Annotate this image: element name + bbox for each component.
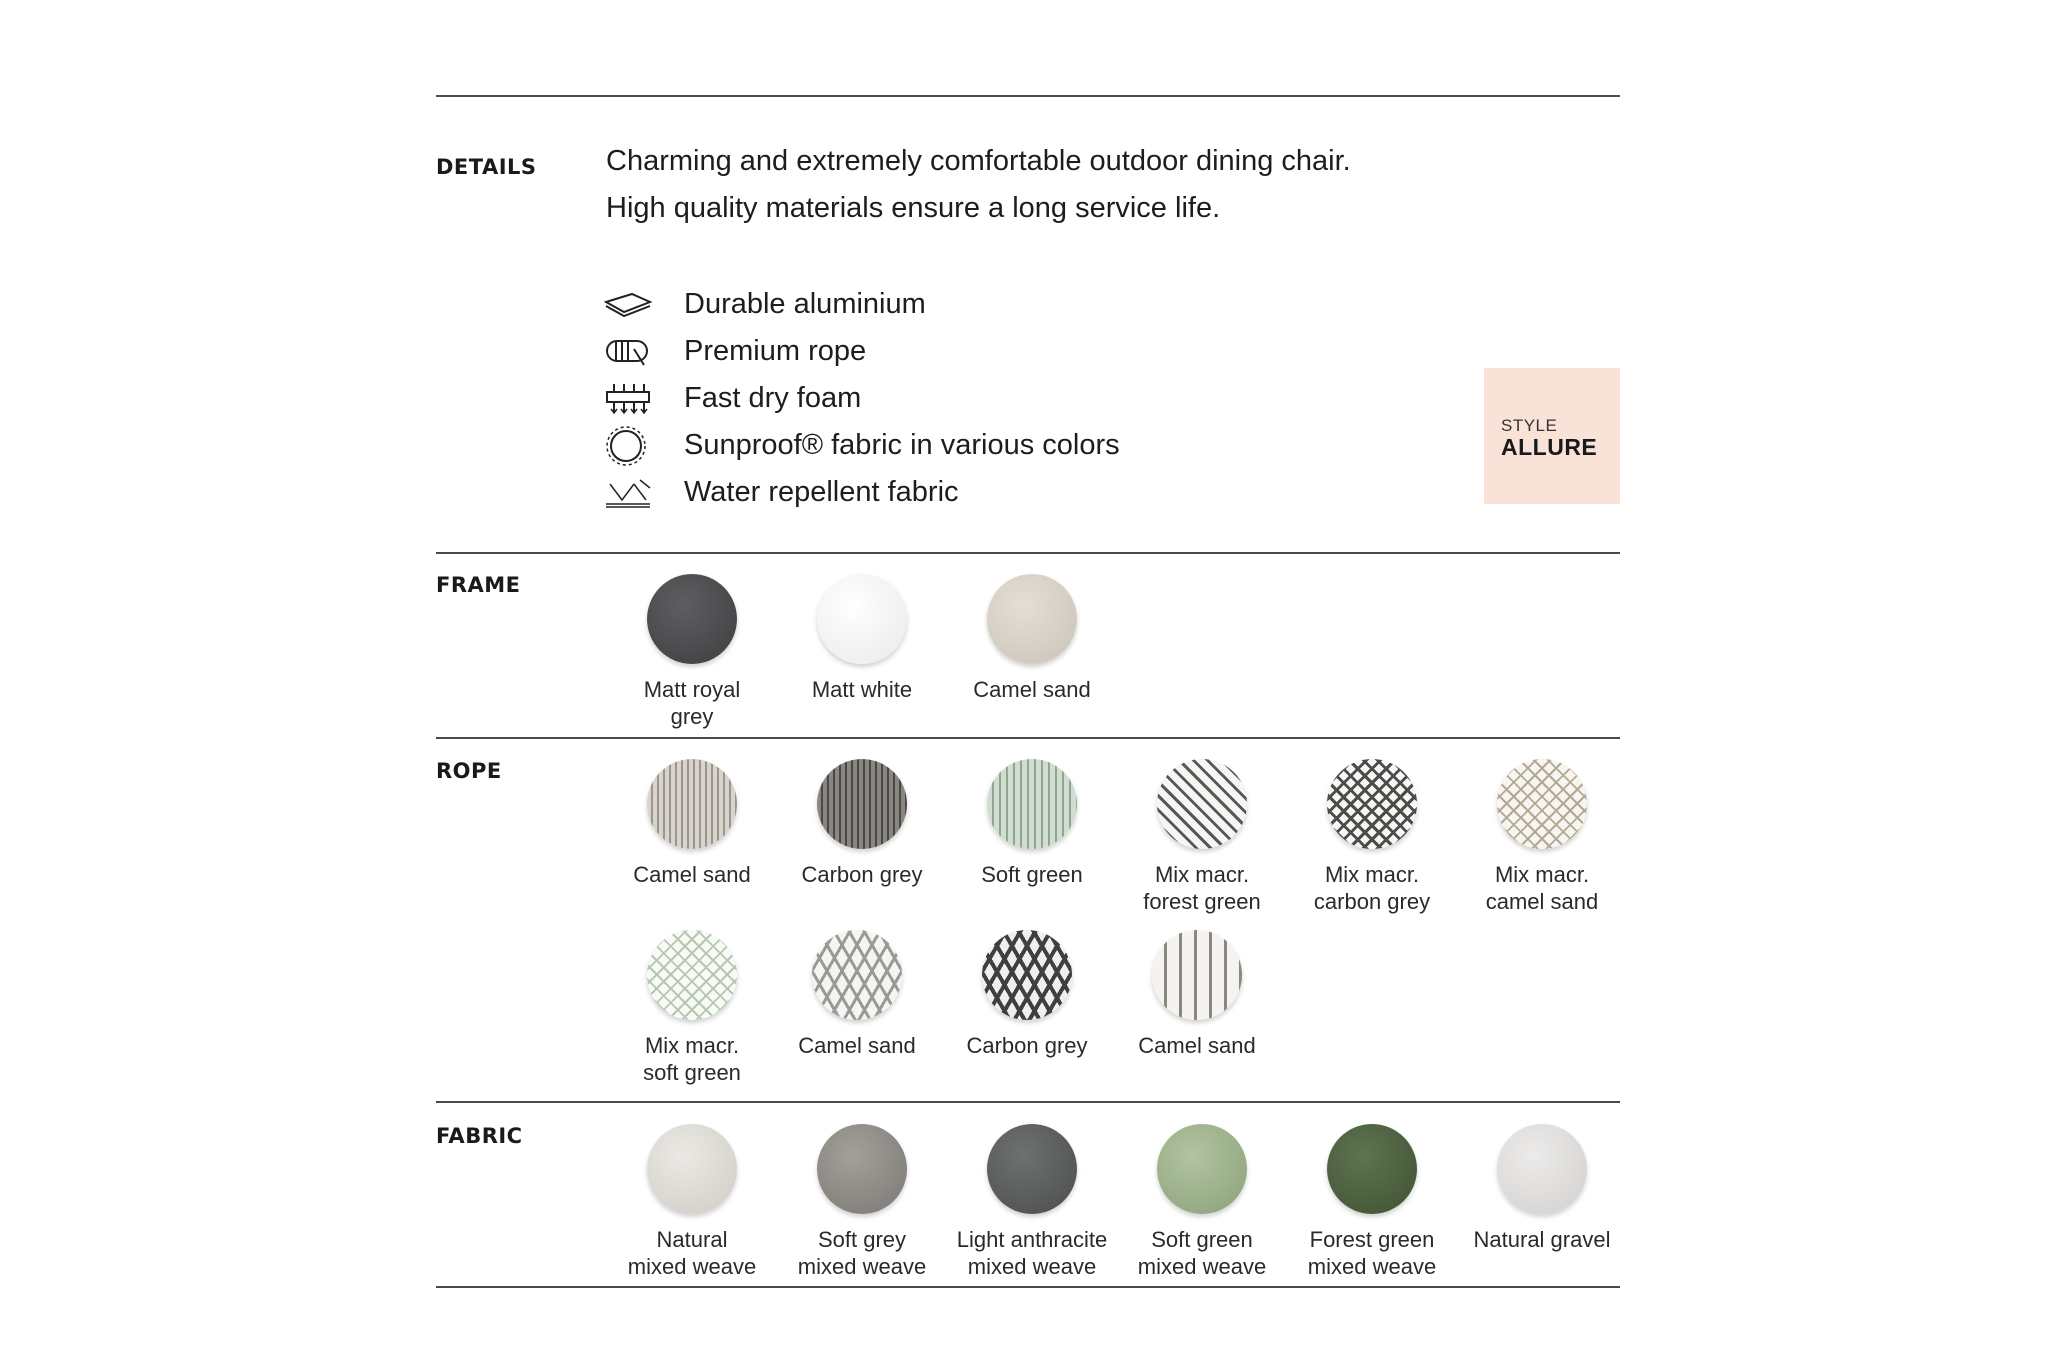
rope-label: ROPE xyxy=(436,759,502,783)
rope-swatch[interactable] xyxy=(1287,759,1457,915)
fabric-swatch[interactable] xyxy=(1117,1124,1287,1280)
swatch-label: Soft green xyxy=(981,862,1083,887)
style-value: ALLURE xyxy=(1501,434,1598,460)
swatch-label: Light anthracite mixed weave xyxy=(956,1227,1108,1279)
aluminium-icon xyxy=(604,287,654,323)
divider-bottom xyxy=(436,1286,1620,1288)
swatch-circle xyxy=(647,930,737,1020)
rope-swatch[interactable] xyxy=(772,930,942,1059)
style-label: STYLE xyxy=(1501,416,1558,435)
swatch-circle xyxy=(647,574,737,664)
rope-swatch[interactable] xyxy=(607,930,777,1086)
rope-swatch[interactable] xyxy=(1112,930,1282,1059)
feature-list xyxy=(604,281,1120,516)
frame-swatch[interactable] xyxy=(947,574,1117,703)
rope-swatch[interactable] xyxy=(777,759,947,888)
divider-fabric xyxy=(436,1101,1620,1103)
fabric-label: FABRIC xyxy=(436,1124,523,1148)
feature-text: Premium rope xyxy=(684,335,867,367)
swatch-circle xyxy=(1157,759,1247,849)
water-repellent-icon xyxy=(604,475,654,511)
swatch-circle xyxy=(987,759,1077,849)
details-line-1: Charming and extremely comfortable outdoor dining chair. xyxy=(606,145,1351,177)
swatch-label: Camel sand xyxy=(798,1033,916,1058)
swatch-circle xyxy=(817,1124,907,1214)
feature-item xyxy=(604,281,1120,328)
swatch-circle xyxy=(1327,1124,1417,1214)
swatch-circle xyxy=(1497,759,1587,849)
swatch-label: Mix macr. carbon grey xyxy=(1313,862,1431,914)
swatch-label: Camel sand xyxy=(633,862,751,887)
feature-text: Durable aluminium xyxy=(684,288,926,320)
feature-item xyxy=(604,375,1120,422)
swatch-circle xyxy=(817,759,907,849)
feature-item xyxy=(604,328,1120,375)
swatch-label: Mix macr. camel sand xyxy=(1485,862,1599,914)
product-spec-sheet xyxy=(436,0,1620,1365)
frame-swatch[interactable] xyxy=(607,574,777,730)
fabric-swatch[interactable] xyxy=(607,1124,777,1280)
fabric-swatch[interactable] xyxy=(1287,1124,1457,1280)
swatch-circle xyxy=(1152,930,1242,1020)
details-label: DETAILS xyxy=(436,155,537,179)
feature-item xyxy=(604,469,1120,516)
swatch-circle xyxy=(982,930,1072,1020)
feature-text: Fast dry foam xyxy=(684,382,862,414)
rope-swatch[interactable] xyxy=(942,930,1112,1059)
sunproof-icon xyxy=(604,428,654,464)
fabric-swatch[interactable] xyxy=(1457,1124,1627,1253)
feature-item xyxy=(604,422,1120,469)
swatch-label: Natural gravel xyxy=(1473,1227,1611,1252)
feature-text: Water repellent fabric xyxy=(684,476,959,508)
feature-text: Sunproof® fabric in various colors xyxy=(684,429,1120,461)
swatch-label: Forest green mixed weave xyxy=(1307,1227,1437,1279)
swatch-label: Mix macr. forest green xyxy=(1143,862,1261,914)
rope-swatch[interactable] xyxy=(607,759,777,888)
swatch-circle xyxy=(987,1124,1077,1214)
swatch-label: Matt white xyxy=(811,677,913,702)
divider-top xyxy=(436,95,1620,97)
divider-rope xyxy=(436,737,1620,739)
details-description xyxy=(606,138,1351,232)
frame-label: FRAME xyxy=(436,573,521,597)
rope-swatch[interactable] xyxy=(1117,759,1287,915)
style-badge xyxy=(1484,368,1620,504)
details-line-2: High quality materials ensure a long service life. xyxy=(606,192,1221,224)
swatch-label: Carbon grey xyxy=(966,1033,1088,1058)
swatch-circle xyxy=(987,574,1077,664)
swatch-circle xyxy=(817,574,907,664)
swatch-label: Matt royal grey xyxy=(643,677,741,729)
frame-swatch[interactable] xyxy=(777,574,947,703)
fabric-swatch[interactable] xyxy=(947,1124,1117,1280)
swatch-label: Soft green mixed weave xyxy=(1137,1227,1267,1279)
swatch-label: Camel sand xyxy=(1138,1033,1256,1058)
swatch-label: Carbon grey xyxy=(801,862,923,887)
swatch-circle xyxy=(812,930,902,1020)
foam-icon xyxy=(604,381,654,417)
rope-swatch[interactable] xyxy=(947,759,1117,888)
rope-swatch[interactable] xyxy=(1457,759,1627,915)
swatch-circle xyxy=(1497,1124,1587,1214)
swatch-label: Soft grey mixed weave xyxy=(797,1227,927,1279)
divider-frame xyxy=(436,552,1620,554)
swatch-circle xyxy=(1327,759,1417,849)
swatch-label: Natural mixed weave xyxy=(627,1227,757,1279)
rope-icon xyxy=(604,334,654,370)
swatch-circle xyxy=(1157,1124,1247,1214)
swatch-label: Mix macr. soft green xyxy=(643,1033,741,1085)
swatch-circle xyxy=(647,759,737,849)
swatch-label: Camel sand xyxy=(973,677,1091,702)
swatch-circle xyxy=(647,1124,737,1214)
fabric-swatch[interactable] xyxy=(777,1124,947,1280)
